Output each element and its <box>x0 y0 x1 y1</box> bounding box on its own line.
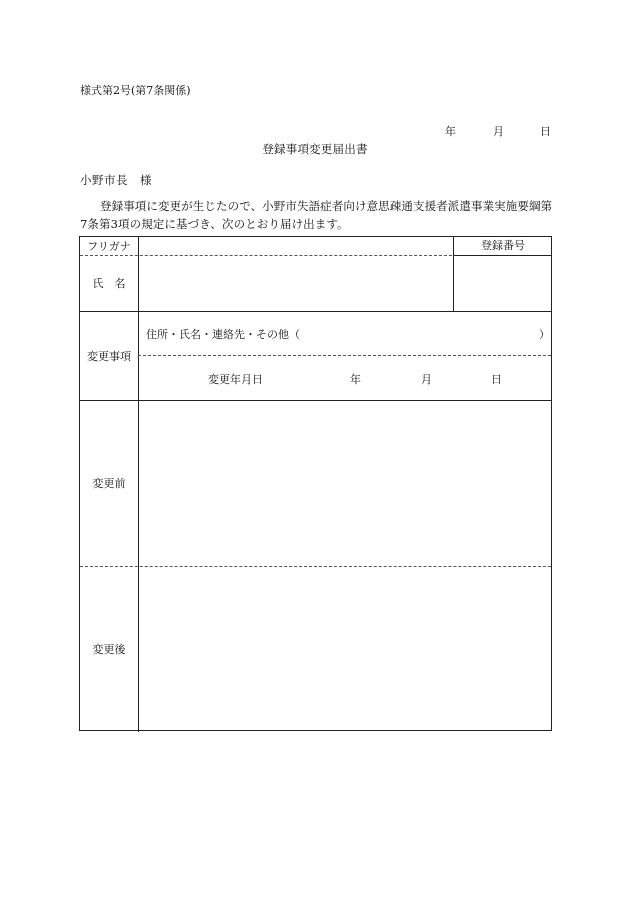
document-title: 登録事項変更届出書 <box>262 142 368 156</box>
change-date-year: 年 <box>350 373 361 386</box>
addressee: 小野市長 様 <box>80 173 152 187</box>
before-change-field[interactable] <box>138 400 553 566</box>
change-options-close-paren: ） <box>539 328 550 341</box>
change-options-text[interactable]: 住所・氏名・連絡先・その他（ <box>146 328 300 341</box>
registration-number-field[interactable] <box>453 255 553 311</box>
body-text: 登録事項に変更が生じたので、小野市失語症者向け意思疎通支援者派遣事業実施要綱第7条第3項の規定に基づき、次のとおり届け出ます。 <box>80 199 553 231</box>
change-date-day: 日 <box>491 373 502 386</box>
name-field[interactable] <box>138 255 453 311</box>
after-change-field[interactable] <box>138 566 553 732</box>
row-divider-name <box>80 311 551 312</box>
registration-number-label: 登録番号 <box>481 239 525 252</box>
after-change-label: 変更後 <box>92 643 126 656</box>
form-number: 様式第2号(第7条関係) <box>80 84 191 97</box>
furigana-label: フリガナ <box>87 240 131 253</box>
before-change-label: 変更前 <box>92 477 126 490</box>
date-year-label: 年 <box>445 125 456 138</box>
change-date-label: 変更年月日 <box>208 373 263 386</box>
date-day-label: 日 <box>540 125 551 138</box>
furigana-field[interactable] <box>138 237 453 255</box>
date-month-label: 月 <box>493 125 504 138</box>
registration-change-form-table <box>79 236 552 731</box>
change-items-divider <box>138 355 551 356</box>
change-items-label: 変更事項 <box>87 349 131 363</box>
change-date-month: 月 <box>421 373 432 386</box>
name-label: 氏 名 <box>92 277 126 290</box>
